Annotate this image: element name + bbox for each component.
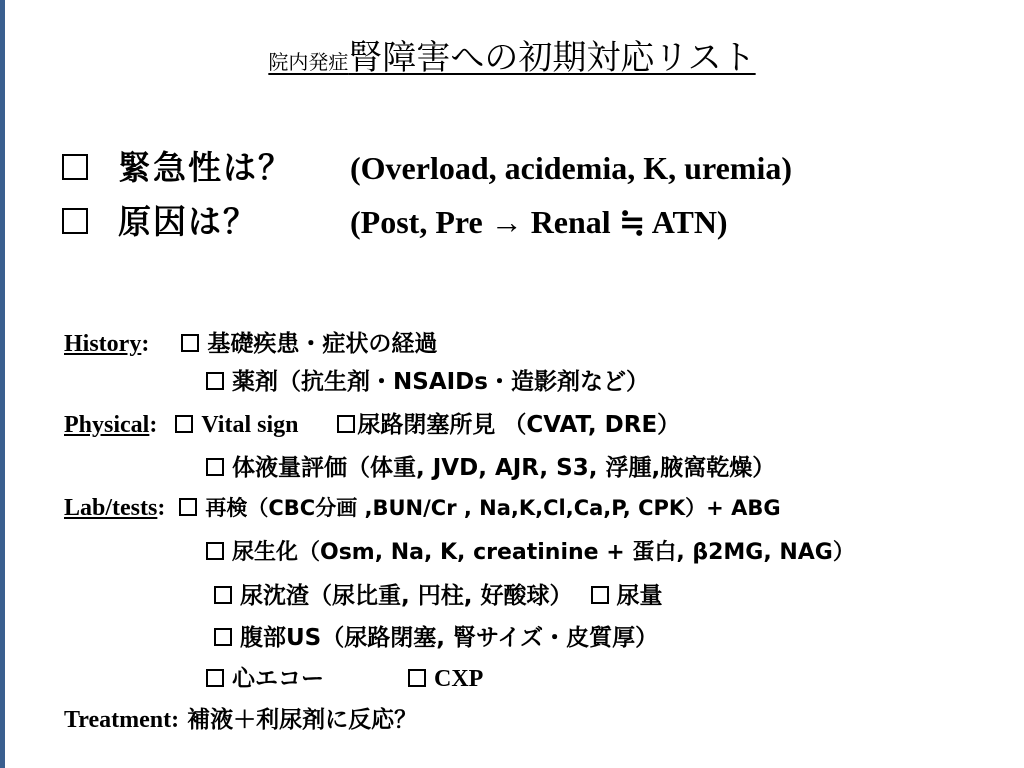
checkbox[interactable] — [181, 334, 199, 352]
physical-row-1: Physical: Vital sign 尿路閉塞所見 （CVAT, DRE） — [64, 412, 681, 438]
checkbox[interactable] — [206, 372, 224, 390]
checkbox[interactable] — [337, 415, 355, 433]
history-item-1: 基礎疾患・症状の経過 — [207, 331, 438, 357]
lab-item-5: 心エコー — [232, 666, 324, 692]
treatment-label: Treatment: — [64, 707, 180, 733]
checkbox[interactable] — [62, 208, 88, 234]
physical-item-1: Vital sign — [201, 412, 299, 438]
history-label: History — [64, 331, 142, 357]
title-main: 腎障害への初期対応リスト — [348, 38, 756, 78]
checkbox[interactable] — [591, 586, 609, 604]
lab-row-2 — [206, 535, 855, 566]
question-cause — [62, 196, 728, 243]
lab-item-3: 尿沈渣（尿比重, 円柱, 好酸球） — [240, 583, 573, 609]
history-row-1: History: 基礎疾患・症状の経過 — [64, 331, 438, 357]
lab-row-5 — [206, 660, 483, 693]
checkbox[interactable] — [408, 669, 426, 687]
title-prefix: 院内発症 — [268, 50, 349, 74]
question-urgency — [62, 142, 792, 189]
question-cause-jp: 原因は？ — [118, 202, 258, 241]
physical-item-2: 尿路閉塞所見 （CVAT, DRE） — [357, 412, 681, 438]
physical-item-3: 体液量評価（体重, JVD, AJR, S3, 浮腫,腋窩乾燥） — [232, 455, 776, 481]
lab-row-4 — [214, 619, 658, 652]
left-border — [0, 0, 5, 768]
question-urgency-jp: 緊急性は？ — [118, 148, 293, 187]
checkbox[interactable] — [206, 542, 224, 560]
lab-label: Lab/tests — [64, 495, 158, 521]
checkbox[interactable] — [206, 669, 224, 687]
lab-item-1: 再検（CBC分画 ,BUN/Cr , Na,K,Cl,Ca,P, CPK）+ ABG — [205, 496, 781, 520]
slide-title — [0, 30, 1024, 79]
lab-item-3b: 尿量 — [616, 583, 663, 609]
checkbox[interactable] — [214, 586, 232, 604]
history-item-2: 薬剤（抗生剤・NSAIDs・造影剤など） — [232, 369, 649, 395]
title-underlined — [268, 38, 756, 78]
treatment-row — [64, 701, 417, 734]
physical-row-2 — [206, 449, 775, 482]
lab-row-1: Lab/tests: 再検（CBC分画 ,BUN/Cr , Na,K,Cl,Ca,P, CPK）+ ABG — [64, 495, 781, 521]
checkbox[interactable] — [62, 154, 88, 180]
question-cause-en: (Post, Pre → Renal ≒ ATN) — [350, 204, 728, 240]
lab-item-4: 腹部US（尿路閉塞, 腎サイズ・皮質厚） — [240, 625, 659, 651]
physical-label: Physical — [64, 412, 150, 438]
question-urgency-en: (Overload, acidemia, K, uremia) — [350, 150, 792, 186]
checkbox[interactable] — [206, 458, 224, 476]
lab-item-2: 尿生化（Osm, Na, K, creatinine + 蛋白, β2MG, NAG） — [232, 540, 855, 565]
lab-row-3 — [214, 577, 663, 610]
lab-item-5b: CXP — [434, 666, 484, 692]
checkbox[interactable] — [179, 498, 197, 516]
checkbox[interactable] — [214, 628, 232, 646]
treatment-text: 補液＋利尿剤に反応？ — [187, 707, 418, 733]
history-row-2 — [206, 363, 649, 396]
checkbox[interactable] — [175, 415, 193, 433]
